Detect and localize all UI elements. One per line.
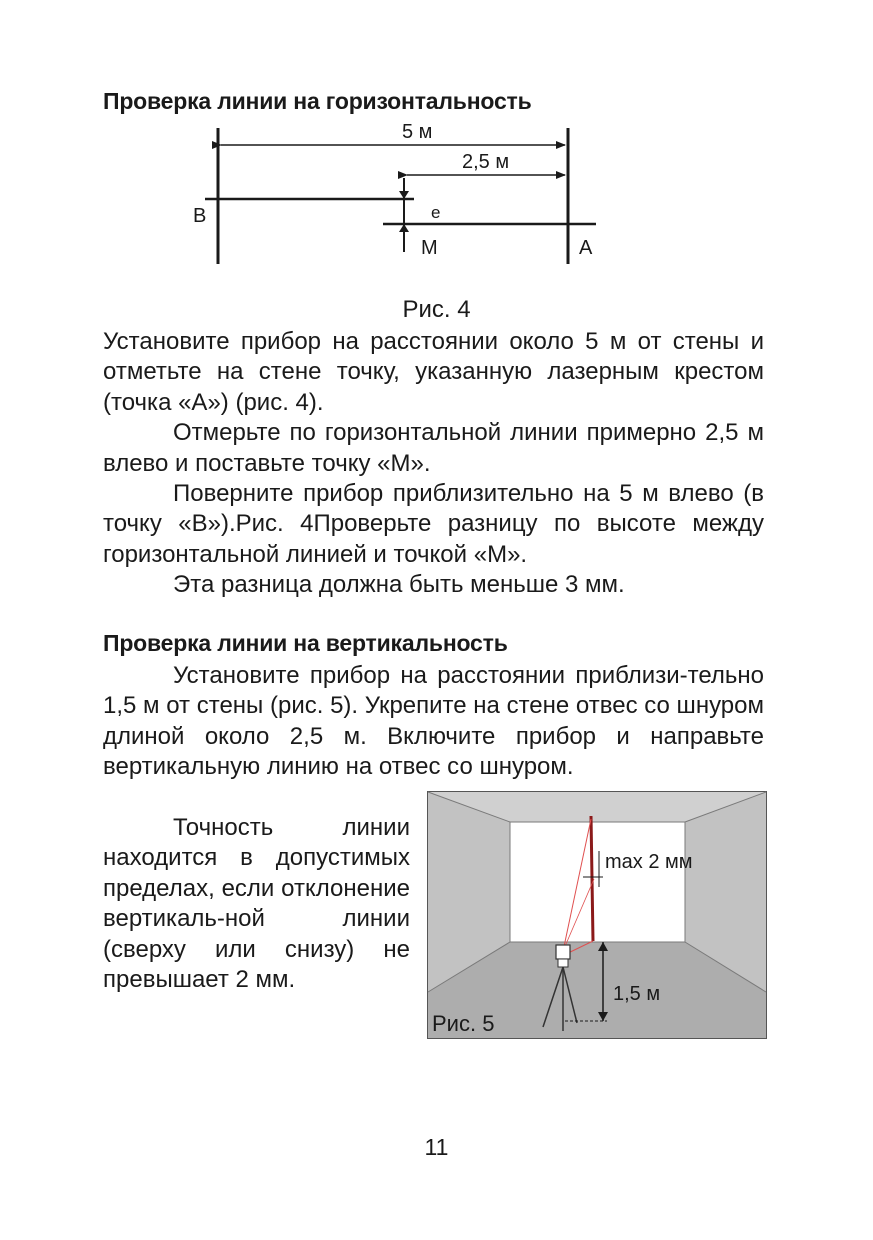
section1-body (103, 327, 764, 601)
fig4-label-e: e (431, 203, 441, 222)
fig4-label-B: B (193, 205, 207, 227)
fig4-label-25m: 2,5 м (462, 151, 510, 173)
figure-4-caption: Рис. 4 (402, 296, 471, 323)
figure-4-diagram (0, 0, 873, 290)
fig5-plumb-line (591, 816, 593, 941)
section-heading-vertical: Проверка линии на вертикальность (103, 630, 508, 656)
paragraph: Точность линии находится в допустимых пределах, если отклонение вертикаль-ной линии (сверху или снизу) не превышает 2 мм. (103, 814, 410, 994)
section2-body-column (103, 813, 410, 995)
paragraph: Эта разница должна быть меньше 3 мм. (173, 571, 625, 599)
paragraph: Установите прибор на расстоянии приблизи-тельно 1,5 м от стены (рис. 5). Укрепите на стене отвес со шнуром длиной около 2,5 м. Включите прибор и направьте вертикальную линию на отвес со шнуром. (103, 662, 764, 781)
figure-5-caption: Рис. 5 (432, 1011, 495, 1036)
paragraph: Установите прибор на расстоянии около 5 м от стены и отметьте на стене точку, указанную лазерным крестом (точка «А») (рис. 4). (103, 328, 764, 416)
paragraph: Поверните прибор приблизительно на 5 м влево (в точку «В»).Рис. 4Проверьте разницу по высоте между горизонтальной линией и точкой «М». (103, 480, 764, 568)
fig5-laser-device (556, 945, 570, 959)
fig4-label-M: M (421, 237, 438, 259)
fig5-label-max: max 2 мм (605, 851, 693, 873)
figure-5-diagram (427, 791, 767, 1039)
fig4-label-A: A (579, 237, 593, 259)
page-number: 11 (424, 1134, 449, 1160)
paragraph: Отмерьте по горизонтальной линии примерно 2,5 м влево и поставьте точку «М». (103, 419, 764, 477)
fig4-label-5m: 5 м (402, 121, 433, 143)
fig5-label-height: 1,5 м (613, 983, 661, 1005)
section-heading-horizontal: Проверка линии на горизонтальность (103, 88, 532, 114)
section2-body-top (103, 661, 764, 783)
